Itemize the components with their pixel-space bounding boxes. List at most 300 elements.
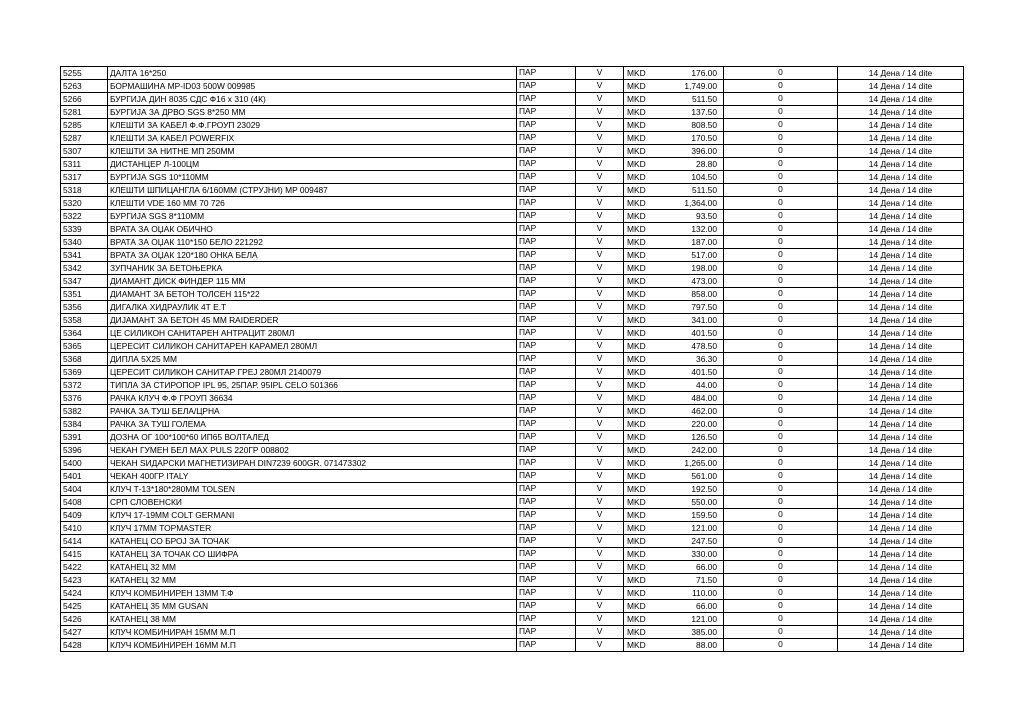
- item-currency: MKD: [624, 132, 652, 145]
- item-price: 88.00: [652, 639, 724, 652]
- item-currency: MKD: [624, 340, 652, 353]
- item-quantity: 0: [724, 457, 838, 470]
- item-unit: ПАР: [517, 587, 576, 600]
- item-name: СРП СЛОВЕНСКИ: [108, 496, 517, 509]
- item-unit: ПАР: [517, 210, 576, 223]
- item-code: 5415: [61, 548, 108, 561]
- item-quantity: 0: [724, 600, 838, 613]
- item-quantity: 0: [724, 405, 838, 418]
- item-unit: ПАР: [517, 600, 576, 613]
- item-currency: MKD: [624, 535, 652, 548]
- item-delivery-term: 14 Дена / 14 dite: [838, 340, 964, 353]
- item-price: 132.00: [652, 223, 724, 236]
- item-delivery-term: 14 Дена / 14 dite: [838, 587, 964, 600]
- item-price: 858.00: [652, 288, 724, 301]
- table-row: [61, 483, 964, 496]
- item-price: 511.50: [652, 184, 724, 197]
- item-currency: MKD: [624, 509, 652, 522]
- item-quantity: 0: [724, 626, 838, 639]
- item-delivery-term: 14 Дена / 14 dite: [838, 106, 964, 119]
- item-price: 1,265.00: [652, 457, 724, 470]
- item-currency: MKD: [624, 119, 652, 132]
- item-name: БОРМАШИНА MP-ID03 500W 009985: [108, 80, 517, 93]
- table-row: [61, 379, 964, 392]
- item-code: 5382: [61, 405, 108, 418]
- item-delivery-term: 14 Дена / 14 dite: [838, 561, 964, 574]
- table-row: [61, 327, 964, 340]
- item-tax-mark: V: [576, 405, 624, 418]
- item-delivery-term: 14 Дена / 14 dite: [838, 262, 964, 275]
- item-unit: ПАР: [517, 249, 576, 262]
- item-price: 473.00: [652, 275, 724, 288]
- item-unit: ПАР: [517, 67, 576, 80]
- item-currency: MKD: [624, 314, 652, 327]
- item-name: КЛУЧ КОМБИНИРЕН 16ММ М.П: [108, 639, 517, 652]
- item-delivery-term: 14 Дена / 14 dite: [838, 158, 964, 171]
- table-row: [61, 197, 964, 210]
- item-price: 247.50: [652, 535, 724, 548]
- item-unit: ПАР: [517, 535, 576, 548]
- table-row: [61, 340, 964, 353]
- item-tax-mark: V: [576, 535, 624, 548]
- item-tax-mark: V: [576, 574, 624, 587]
- item-unit: ПАР: [517, 236, 576, 249]
- item-currency: MKD: [624, 483, 652, 496]
- item-unit: ПАР: [517, 353, 576, 366]
- item-delivery-term: 14 Дена / 14 dite: [838, 275, 964, 288]
- item-tax-mark: V: [576, 236, 624, 249]
- item-name: ВРАТА ЗА ОЏАК 110*150 БЕЛО 221292: [108, 236, 517, 249]
- item-unit: ПАР: [517, 548, 576, 561]
- item-delivery-term: 14 Дена / 14 dite: [838, 223, 964, 236]
- item-delivery-term: 14 Дена / 14 dite: [838, 197, 964, 210]
- item-name: ЦЕ СИЛИКОН САНИТАРЕН АНТРАЦИТ 280МЛ: [108, 327, 517, 340]
- item-code: 5404: [61, 483, 108, 496]
- item-name: ЧЕКАН 400ГР ITALY: [108, 470, 517, 483]
- item-delivery-term: 14 Дена / 14 dite: [838, 483, 964, 496]
- item-quantity: 0: [724, 288, 838, 301]
- table-row: [61, 600, 964, 613]
- table-row: [61, 639, 964, 652]
- item-unit: ПАР: [517, 262, 576, 275]
- item-quantity: 0: [724, 236, 838, 249]
- item-name: ЦЕРЕСИТ СИЛИКОН САНИТАРЕН КАРАМЕЛ 280МЛ: [108, 340, 517, 353]
- item-unit: ПАР: [517, 314, 576, 327]
- item-code: 5410: [61, 522, 108, 535]
- item-code: 5376: [61, 392, 108, 405]
- item-delivery-term: 14 Дена / 14 dite: [838, 249, 964, 262]
- item-unit: ПАР: [517, 80, 576, 93]
- item-tax-mark: V: [576, 418, 624, 431]
- item-quantity: 0: [724, 379, 838, 392]
- item-unit: ПАР: [517, 171, 576, 184]
- item-code: 5322: [61, 210, 108, 223]
- item-code: 5364: [61, 327, 108, 340]
- item-quantity: 0: [724, 262, 838, 275]
- item-quantity: 0: [724, 171, 838, 184]
- table-row: [61, 418, 964, 431]
- item-price: 1,364.00: [652, 197, 724, 210]
- item-name: КЛУЧ 17ММ TOPMASTER: [108, 522, 517, 535]
- item-currency: MKD: [624, 301, 652, 314]
- item-tax-mark: V: [576, 288, 624, 301]
- item-price: 341.00: [652, 314, 724, 327]
- item-delivery-term: 14 Дена / 14 dite: [838, 392, 964, 405]
- item-tax-mark: V: [576, 444, 624, 457]
- item-price: 797.50: [652, 301, 724, 314]
- item-code: 5365: [61, 340, 108, 353]
- item-currency: MKD: [624, 353, 652, 366]
- item-price: 401.50: [652, 327, 724, 340]
- item-tax-mark: V: [576, 223, 624, 236]
- table-row: [61, 431, 964, 444]
- item-currency: MKD: [624, 431, 652, 444]
- item-price: 561.00: [652, 470, 724, 483]
- item-price: 330.00: [652, 548, 724, 561]
- table-row: [61, 587, 964, 600]
- item-unit: ПАР: [517, 106, 576, 119]
- item-delivery-term: 14 Дена / 14 dite: [838, 626, 964, 639]
- item-code: 5320: [61, 197, 108, 210]
- item-code: 5340: [61, 236, 108, 249]
- table-row: [61, 158, 964, 171]
- item-currency: MKD: [624, 639, 652, 652]
- item-tax-mark: V: [576, 67, 624, 80]
- item-currency: MKD: [624, 223, 652, 236]
- item-price: 198.00: [652, 262, 724, 275]
- item-unit: ПАР: [517, 431, 576, 444]
- item-price: 176.00: [652, 67, 724, 80]
- item-price: 396.00: [652, 145, 724, 158]
- table-row: [61, 353, 964, 366]
- item-quantity: 0: [724, 353, 838, 366]
- item-name: РАЧКА КЛУЧ Ф.Ф ГРОУП 36634: [108, 392, 517, 405]
- item-currency: MKD: [624, 171, 652, 184]
- item-code: 5400: [61, 457, 108, 470]
- item-name: ТИПЛА ЗА СТИРОПОР IPL 95, 25ПАР. 95IPL CELO 501366: [108, 379, 517, 392]
- item-name: КАТАНЕЦ 38 ММ: [108, 613, 517, 626]
- item-code: 5369: [61, 366, 108, 379]
- item-unit: ПАР: [517, 132, 576, 145]
- item-delivery-term: 14 Дена / 14 dite: [838, 431, 964, 444]
- item-price: 170.50: [652, 132, 724, 145]
- item-unit: ПАР: [517, 483, 576, 496]
- item-code: 5285: [61, 119, 108, 132]
- item-currency: MKD: [624, 626, 652, 639]
- item-quantity: 0: [724, 535, 838, 548]
- item-tax-mark: V: [576, 262, 624, 275]
- item-currency: MKD: [624, 210, 652, 223]
- item-tax-mark: V: [576, 132, 624, 145]
- item-code: 5287: [61, 132, 108, 145]
- item-tax-mark: V: [576, 457, 624, 470]
- item-quantity: 0: [724, 210, 838, 223]
- item-quantity: 0: [724, 613, 838, 626]
- item-delivery-term: 14 Дена / 14 dite: [838, 210, 964, 223]
- item-unit: ПАР: [517, 340, 576, 353]
- table-row: [61, 444, 964, 457]
- item-unit: ПАР: [517, 522, 576, 535]
- table-row: [61, 314, 964, 327]
- item-currency: MKD: [624, 522, 652, 535]
- item-currency: MKD: [624, 444, 652, 457]
- item-name: БУРГИЈА SGS 10*110ММ: [108, 171, 517, 184]
- item-price: 478.50: [652, 340, 724, 353]
- item-tax-mark: V: [576, 509, 624, 522]
- item-tax-mark: V: [576, 626, 624, 639]
- table-row: [61, 548, 964, 561]
- item-tax-mark: V: [576, 366, 624, 379]
- item-quantity: 0: [724, 561, 838, 574]
- item-code: 5347: [61, 275, 108, 288]
- item-tax-mark: V: [576, 210, 624, 223]
- item-quantity: 0: [724, 132, 838, 145]
- item-tax-mark: V: [576, 314, 624, 327]
- item-tax-mark: V: [576, 613, 624, 626]
- table-row: [61, 262, 964, 275]
- item-unit: ПАР: [517, 366, 576, 379]
- table-row: [61, 301, 964, 314]
- item-currency: MKD: [624, 249, 652, 262]
- item-unit: ПАР: [517, 405, 576, 418]
- item-quantity: 0: [724, 587, 838, 600]
- item-tax-mark: V: [576, 470, 624, 483]
- item-tax-mark: V: [576, 145, 624, 158]
- item-currency: MKD: [624, 288, 652, 301]
- item-quantity: 0: [724, 314, 838, 327]
- item-quantity: 0: [724, 106, 838, 119]
- item-delivery-term: 14 Дена / 14 dite: [838, 145, 964, 158]
- item-code: 5409: [61, 509, 108, 522]
- item-tax-mark: V: [576, 353, 624, 366]
- item-price: 385.00: [652, 626, 724, 639]
- item-unit: ПАР: [517, 197, 576, 210]
- item-currency: MKD: [624, 392, 652, 405]
- item-quantity: 0: [724, 444, 838, 457]
- item-currency: MKD: [624, 561, 652, 574]
- item-delivery-term: 14 Дена / 14 dite: [838, 418, 964, 431]
- item-delivery-term: 14 Дена / 14 dite: [838, 301, 964, 314]
- item-currency: MKD: [624, 93, 652, 106]
- item-price: 104.50: [652, 171, 724, 184]
- item-name: БУРГИЈА SGS 8*110ММ: [108, 210, 517, 223]
- item-price: 66.00: [652, 600, 724, 613]
- item-currency: MKD: [624, 613, 652, 626]
- table-row: [61, 223, 964, 236]
- item-name: ДИСТАНЦЕР Л-100ЦМ: [108, 158, 517, 171]
- item-quantity: 0: [724, 158, 838, 171]
- item-price: 187.00: [652, 236, 724, 249]
- item-name: КЛУЧ 17-19ММ COLT GERMANI: [108, 509, 517, 522]
- item-name: ДИГАЛКА ХИДРАУЛИК 4Т Е.Т: [108, 301, 517, 314]
- item-name: ЧЕКАН ГУМЕН БЕЛ MAX PULS 220ГР 008802: [108, 444, 517, 457]
- item-name: КАТАНЕЦ 32 ММ: [108, 574, 517, 587]
- table-row: [61, 93, 964, 106]
- table-row: [61, 80, 964, 93]
- item-currency: MKD: [624, 418, 652, 431]
- item-price: 121.00: [652, 613, 724, 626]
- item-name: ЗУПЧАНИК ЗА БЕТОЊЕРКА: [108, 262, 517, 275]
- item-quantity: 0: [724, 275, 838, 288]
- item-currency: MKD: [624, 158, 652, 171]
- table-row: [61, 392, 964, 405]
- table-row: [61, 249, 964, 262]
- item-unit: ПАР: [517, 496, 576, 509]
- table-row: [61, 132, 964, 145]
- item-currency: MKD: [624, 80, 652, 93]
- table-row: [61, 457, 964, 470]
- item-tax-mark: V: [576, 80, 624, 93]
- item-tax-mark: V: [576, 301, 624, 314]
- item-unit: ПАР: [517, 639, 576, 652]
- item-code: 5401: [61, 470, 108, 483]
- item-tax-mark: V: [576, 197, 624, 210]
- item-tax-mark: V: [576, 496, 624, 509]
- item-name: КЛУЧ Т-13*180*280ММ TOLSEN: [108, 483, 517, 496]
- item-code: 5358: [61, 314, 108, 327]
- item-price: 484.00: [652, 392, 724, 405]
- item-quantity: 0: [724, 327, 838, 340]
- price-list-body: [61, 67, 964, 652]
- item-tax-mark: V: [576, 587, 624, 600]
- item-name: ЦЕРЕСИТ СИЛИКОН САНИТАР ГРЕЈ 280МЛ 2140079: [108, 366, 517, 379]
- item-currency: MKD: [624, 574, 652, 587]
- price-list-table: [60, 66, 964, 652]
- item-delivery-term: 14 Дена / 14 dite: [838, 366, 964, 379]
- item-price: 550.00: [652, 496, 724, 509]
- item-quantity: 0: [724, 366, 838, 379]
- item-name: КЛЕШТИ ЗА КАБЕЛ POWERFIX: [108, 132, 517, 145]
- table-row: [61, 210, 964, 223]
- item-unit: ПАР: [517, 392, 576, 405]
- item-code: 5341: [61, 249, 108, 262]
- table-row: [61, 535, 964, 548]
- item-name: ДИАМАНТ ДИСК ФИНДЕР 115 ММ: [108, 275, 517, 288]
- item-code: 5423: [61, 574, 108, 587]
- item-tax-mark: V: [576, 340, 624, 353]
- item-name: РАЧКА ЗА ТУШ ГОЛЕМА: [108, 418, 517, 431]
- item-tax-mark: V: [576, 275, 624, 288]
- item-delivery-term: 14 Дена / 14 dite: [838, 132, 964, 145]
- item-currency: MKD: [624, 457, 652, 470]
- item-delivery-term: 14 Дена / 14 dite: [838, 574, 964, 587]
- table-row: [61, 171, 964, 184]
- item-code: 5342: [61, 262, 108, 275]
- item-name: КЛЕШТИ ШПИЦАНГЛА 6/160ММ (СТРУЈНИ) MP 009487: [108, 184, 517, 197]
- item-quantity: 0: [724, 67, 838, 80]
- item-code: 5255: [61, 67, 108, 80]
- item-delivery-term: 14 Дена / 14 dite: [838, 67, 964, 80]
- item-currency: MKD: [624, 587, 652, 600]
- table-row: [61, 366, 964, 379]
- item-delivery-term: 14 Дена / 14 dite: [838, 327, 964, 340]
- table-row: [61, 626, 964, 639]
- item-tax-mark: V: [576, 431, 624, 444]
- table-row: [61, 236, 964, 249]
- item-tax-mark: V: [576, 93, 624, 106]
- item-code: 5368: [61, 353, 108, 366]
- item-name: КАТАНЕЦ 35 ММ GUSAN: [108, 600, 517, 613]
- item-code: 5281: [61, 106, 108, 119]
- item-name: КАТАНЕЦ СО БРОЈ ЗА ТОЧАК: [108, 535, 517, 548]
- item-code: 5317: [61, 171, 108, 184]
- item-delivery-term: 14 Дена / 14 dite: [838, 314, 964, 327]
- item-price: 66.00: [652, 561, 724, 574]
- item-delivery-term: 14 Дена / 14 dite: [838, 405, 964, 418]
- item-price: 808.50: [652, 119, 724, 132]
- item-tax-mark: V: [576, 639, 624, 652]
- item-price: 110.00: [652, 587, 724, 600]
- item-quantity: 0: [724, 197, 838, 210]
- item-quantity: 0: [724, 470, 838, 483]
- item-code: 5408: [61, 496, 108, 509]
- item-name: КЛЕШТИ ЗА КАБЕЛ Ф.Ф.ГРОУП 23029: [108, 119, 517, 132]
- item-unit: ПАР: [517, 626, 576, 639]
- item-code: 5428: [61, 639, 108, 652]
- item-price: 137.50: [652, 106, 724, 119]
- item-code: 5339: [61, 223, 108, 236]
- item-quantity: 0: [724, 509, 838, 522]
- item-delivery-term: 14 Дена / 14 dite: [838, 93, 964, 106]
- item-price: 93.50: [652, 210, 724, 223]
- item-quantity: 0: [724, 548, 838, 561]
- item-name: БУРГИЈА ЗА ДРВО SGS 8*250 ММ: [108, 106, 517, 119]
- item-quantity: 0: [724, 80, 838, 93]
- item-delivery-term: 14 Дена / 14 dite: [838, 613, 964, 626]
- item-code: 5351: [61, 288, 108, 301]
- item-quantity: 0: [724, 392, 838, 405]
- item-name: ВРАТА ЗА ОЏАК 120*180 ОНКА БЕЛА: [108, 249, 517, 262]
- table-row: [61, 145, 964, 158]
- item-name: ДАЛТА 16*250: [108, 67, 517, 80]
- item-unit: ПАР: [517, 418, 576, 431]
- item-price: 517.00: [652, 249, 724, 262]
- item-tax-mark: V: [576, 158, 624, 171]
- item-name: КЛУЧ КОМБИНИРАН 15ММ М.П: [108, 626, 517, 639]
- item-price: 36.30: [652, 353, 724, 366]
- item-name: РАЧКА ЗА ТУШ БЕЛА/ЦРНА: [108, 405, 517, 418]
- item-unit: ПАР: [517, 223, 576, 236]
- item-unit: ПАР: [517, 470, 576, 483]
- item-currency: MKD: [624, 197, 652, 210]
- item-quantity: 0: [724, 418, 838, 431]
- item-unit: ПАР: [517, 288, 576, 301]
- table-row: [61, 496, 964, 509]
- item-currency: MKD: [624, 327, 652, 340]
- item-unit: ПАР: [517, 613, 576, 626]
- item-tax-mark: V: [576, 171, 624, 184]
- item-tax-mark: V: [576, 119, 624, 132]
- item-name: БУРГИЈА ДИН 8035 СДС Ф16 x 310 (4К): [108, 93, 517, 106]
- table-row: [61, 470, 964, 483]
- item-code: 5427: [61, 626, 108, 639]
- item-price: 242.00: [652, 444, 724, 457]
- item-unit: ПАР: [517, 379, 576, 392]
- item-currency: MKD: [624, 379, 652, 392]
- item-price: 28.80: [652, 158, 724, 171]
- item-delivery-term: 14 Дена / 14 dite: [838, 548, 964, 561]
- item-tax-mark: V: [576, 379, 624, 392]
- item-currency: MKD: [624, 470, 652, 483]
- item-price: 1,749.00: [652, 80, 724, 93]
- item-delivery-term: 14 Дена / 14 dite: [838, 80, 964, 93]
- item-currency: MKD: [624, 600, 652, 613]
- item-price: 220.00: [652, 418, 724, 431]
- item-delivery-term: 14 Дена / 14 dite: [838, 236, 964, 249]
- price-list-sheet: [60, 66, 964, 652]
- item-tax-mark: V: [576, 327, 624, 340]
- item-code: 5372: [61, 379, 108, 392]
